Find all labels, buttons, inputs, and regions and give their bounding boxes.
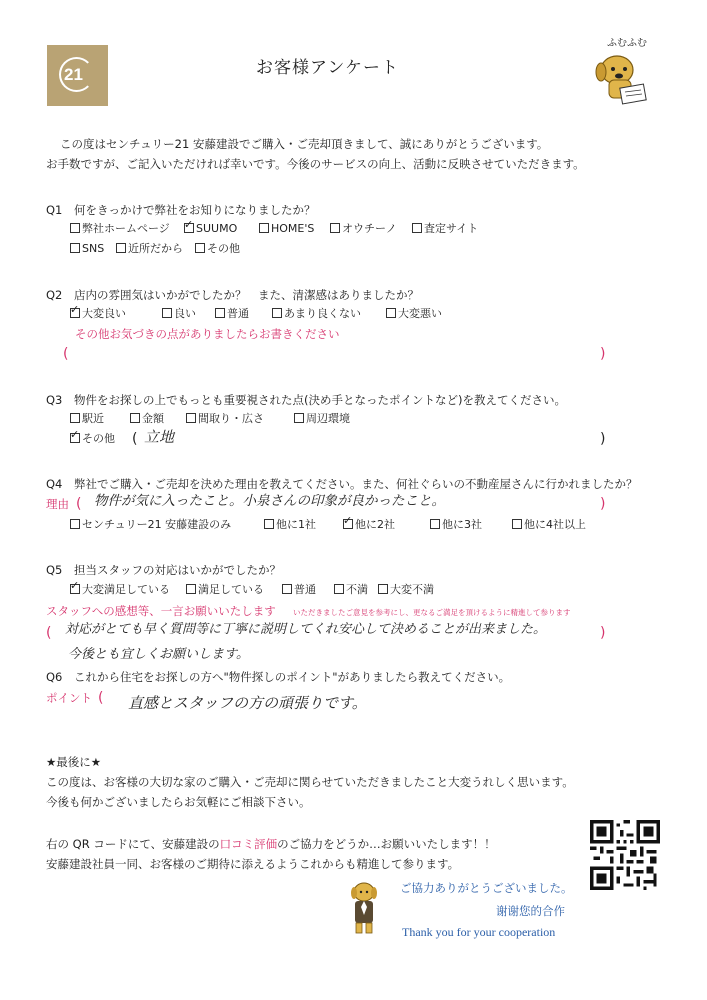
closing-heading: ★最後に★ xyxy=(46,755,102,769)
q5-prompt: スタッフへの感想等、一言お願いいたします xyxy=(46,604,276,618)
q6-open-paren: ( xyxy=(98,690,104,706)
q4-answer[interactable]: 物件が気に入ったこと。小泉さんの印象が良かったこと。 xyxy=(94,493,445,509)
q4-open-paren: ( xyxy=(76,496,82,512)
checkbox-checked[interactable] xyxy=(70,308,80,318)
checkbox[interactable] xyxy=(272,308,282,318)
q1-option-suumo[interactable]: ✓ SUUMO xyxy=(184,222,237,236)
checkbox[interactable] xyxy=(130,413,140,423)
qr-code-icon[interactable] xyxy=(590,820,660,890)
q5-option-very-satisfied[interactable]: ✓大変満足している xyxy=(70,583,170,597)
q4-option-4plus-others[interactable]: 他に4社以上 xyxy=(512,518,586,532)
q2-option-very-bad[interactable]: 大変悪い xyxy=(386,307,442,321)
logo-text: 21 xyxy=(64,65,83,84)
checkbox-checked[interactable] xyxy=(70,584,80,594)
checkbox[interactable] xyxy=(294,413,304,423)
checkbox[interactable] xyxy=(186,413,196,423)
q3-option-station[interactable]: 駅近 xyxy=(70,412,104,426)
checkbox[interactable] xyxy=(215,308,225,318)
q2-question: 店内の雰囲気はいかがでしたか？ また、清潔感はありましたか？ xyxy=(74,288,419,302)
q4-number: Q4 xyxy=(46,477,63,491)
checkbox[interactable] xyxy=(186,584,196,594)
checkbox[interactable] xyxy=(378,584,388,594)
checkbox[interactable] xyxy=(70,413,80,423)
q4-option-3-others[interactable]: 他に3社 xyxy=(430,518,482,532)
q3-number: Q3 xyxy=(46,393,63,407)
q5-close-paren: ) xyxy=(600,625,606,641)
q5-note: いただきましたご意見を参考にし、更なるご満足を頂けるように精進して参ります xyxy=(293,608,571,617)
q2-option-not-good[interactable]: あまり良くない xyxy=(272,307,361,321)
checkbox[interactable] xyxy=(195,243,205,253)
closing-qr-line: 右の QR コードにて、安藤建設の口コミ評価のご協力をどうか…お願いいたします！！ xyxy=(46,837,496,851)
thanks-japanese: ご協力ありがとうございました。 xyxy=(400,881,573,895)
checkbox[interactable] xyxy=(330,223,340,233)
checkbox[interactable] xyxy=(430,519,440,529)
q2-option-very-good[interactable]: ✓大変良い xyxy=(70,307,126,321)
q2-option-normal[interactable]: 普通 xyxy=(215,307,249,321)
q5-option-satisfied[interactable]: 満足している xyxy=(186,583,264,597)
q4-option-only-c21[interactable]: センチュリー21 安藤建設のみ xyxy=(70,518,231,532)
q6-number: Q6 xyxy=(46,670,63,684)
q1-option-satei[interactable]: 査定サイト xyxy=(412,222,478,236)
q3-option-layout[interactable]: 間取り・広さ xyxy=(186,412,264,426)
q5-option-unsatisfied[interactable]: 不満 xyxy=(334,583,368,597)
q3-close-paren: ) xyxy=(600,431,606,447)
q1-option-other[interactable]: その他 xyxy=(195,242,240,256)
q1-question: 何をきっかけで弊社をお知りになりましたか？ xyxy=(74,203,316,217)
q3-option-other[interactable]: ✓その他 xyxy=(70,432,115,446)
q4-question: 弊社でご購入・ご売却を決めた理由を教えてください。また、何社ぐらいの不動産屋さんに行かれましたか？ xyxy=(74,477,638,491)
closing-line-2: 今後も何かございましたらお気軽にご相談下さい。 xyxy=(46,795,311,809)
q1-option-ouchino[interactable]: オウチーノ xyxy=(330,222,397,236)
checkbox[interactable] xyxy=(70,223,80,233)
q4-option-2-others[interactable]: ✓ 他に2社 xyxy=(343,518,395,532)
checkbox[interactable] xyxy=(259,223,269,233)
page-title: お客様アンケート xyxy=(256,58,399,78)
q2-close-paren: ) xyxy=(600,346,606,362)
q3-answer[interactable]: 立地 xyxy=(144,428,175,446)
intro-line-2: お手数ですが、ご記入いただければ幸いです。今後のサービスの向上、活動に反映させていただきます。 xyxy=(46,157,585,171)
mascot-caption: ふむふむ xyxy=(607,38,647,49)
q6-point-label: ポイント xyxy=(46,691,92,705)
q1-option-nearby[interactable]: 近所だから xyxy=(116,242,183,256)
century21-logo xyxy=(47,45,108,106)
q3-question: 物件をお探しの上でもっとも重要視された点(決め手となったポイントなど)を教えてください。 xyxy=(74,393,566,407)
checkbox[interactable] xyxy=(386,308,396,318)
q4-close-paren: ) xyxy=(600,496,606,512)
q1-option-sns[interactable]: SNS xyxy=(70,242,104,256)
q3-open-paren: ( xyxy=(132,431,138,447)
q3-option-environment[interactable]: 周辺環境 xyxy=(294,412,350,426)
q3-option-price[interactable]: 金額 xyxy=(130,412,164,426)
q6-question: これから住宅をお探しの方へ"物件探しのポイント"がありましたら教えてください。 xyxy=(74,670,511,684)
checkbox[interactable] xyxy=(512,519,522,529)
intro-line-1: この度はセンチュリー21 安藤建設でご購入・ご売却頂きまして、誠にありがとうございます。 xyxy=(60,137,549,151)
checkbox[interactable] xyxy=(116,243,126,253)
checkbox[interactable] xyxy=(70,243,80,253)
q1-number: Q1 xyxy=(46,203,63,217)
review-highlight: 口コミ評価 xyxy=(219,837,278,851)
checkbox-checked[interactable] xyxy=(343,519,353,529)
thanks-english: Thank you for your cooperation xyxy=(402,925,556,939)
q5-option-normal[interactable]: 普通 xyxy=(282,583,316,597)
mascot-dog-bowing-icon xyxy=(346,880,382,936)
q2-open-paren: ( xyxy=(63,346,69,362)
checkbox[interactable] xyxy=(264,519,274,529)
mascot-dog-reading-icon xyxy=(585,50,655,110)
thanks-chinese: 谢谢您的合作 xyxy=(496,904,565,918)
q5-answer-line-1[interactable]: 対応がとても早く質問等に丁寧に説明してくれ安心して決めることが出来ました。 xyxy=(65,622,547,637)
closing-line-1: この度は、お客様の大切な家のご購入・ご売却に関らせていただきましたこと大変うれしく思います。 xyxy=(46,775,574,789)
q4-option-1-other[interactable]: 他に1社 xyxy=(264,518,316,532)
q5-option-very-unsatisfied[interactable]: 大変不満 xyxy=(378,583,434,597)
q2-comment-field[interactable] xyxy=(78,346,588,362)
checkbox[interactable] xyxy=(162,308,172,318)
q4-reason-label: 理由 xyxy=(46,497,69,511)
checkbox-checked[interactable] xyxy=(70,433,80,443)
q2-prompt: その他お気づきの点がありましたらお書きください xyxy=(75,327,340,341)
q5-answer-line-2[interactable]: 今後とも宜しくお願いします。 xyxy=(68,647,249,662)
q6-answer[interactable]: 直感とスタッフの方の頑張りです。 xyxy=(128,694,367,712)
q1-option-homepage[interactable]: 弊社ホームページ xyxy=(70,222,170,236)
q1-option-homes[interactable]: HOME'S xyxy=(259,222,314,236)
q2-number: Q2 xyxy=(46,288,63,302)
checkbox[interactable] xyxy=(334,584,344,594)
checkbox[interactable] xyxy=(282,584,292,594)
checkbox[interactable] xyxy=(412,223,422,233)
q2-option-good[interactable]: 良い xyxy=(162,307,196,321)
checkbox[interactable] xyxy=(70,519,80,529)
q5-open-paren: ( xyxy=(46,625,52,641)
q5-question: 担当スタッフの対応はいかがでしたか？ xyxy=(74,563,281,577)
checkbox-checked[interactable] xyxy=(184,223,194,233)
q5-number: Q5 xyxy=(46,563,63,577)
closing-line-4: 安藤建設社員一同、お客様のご期待に添えるようこれからも精進して参ります。 xyxy=(46,857,460,871)
